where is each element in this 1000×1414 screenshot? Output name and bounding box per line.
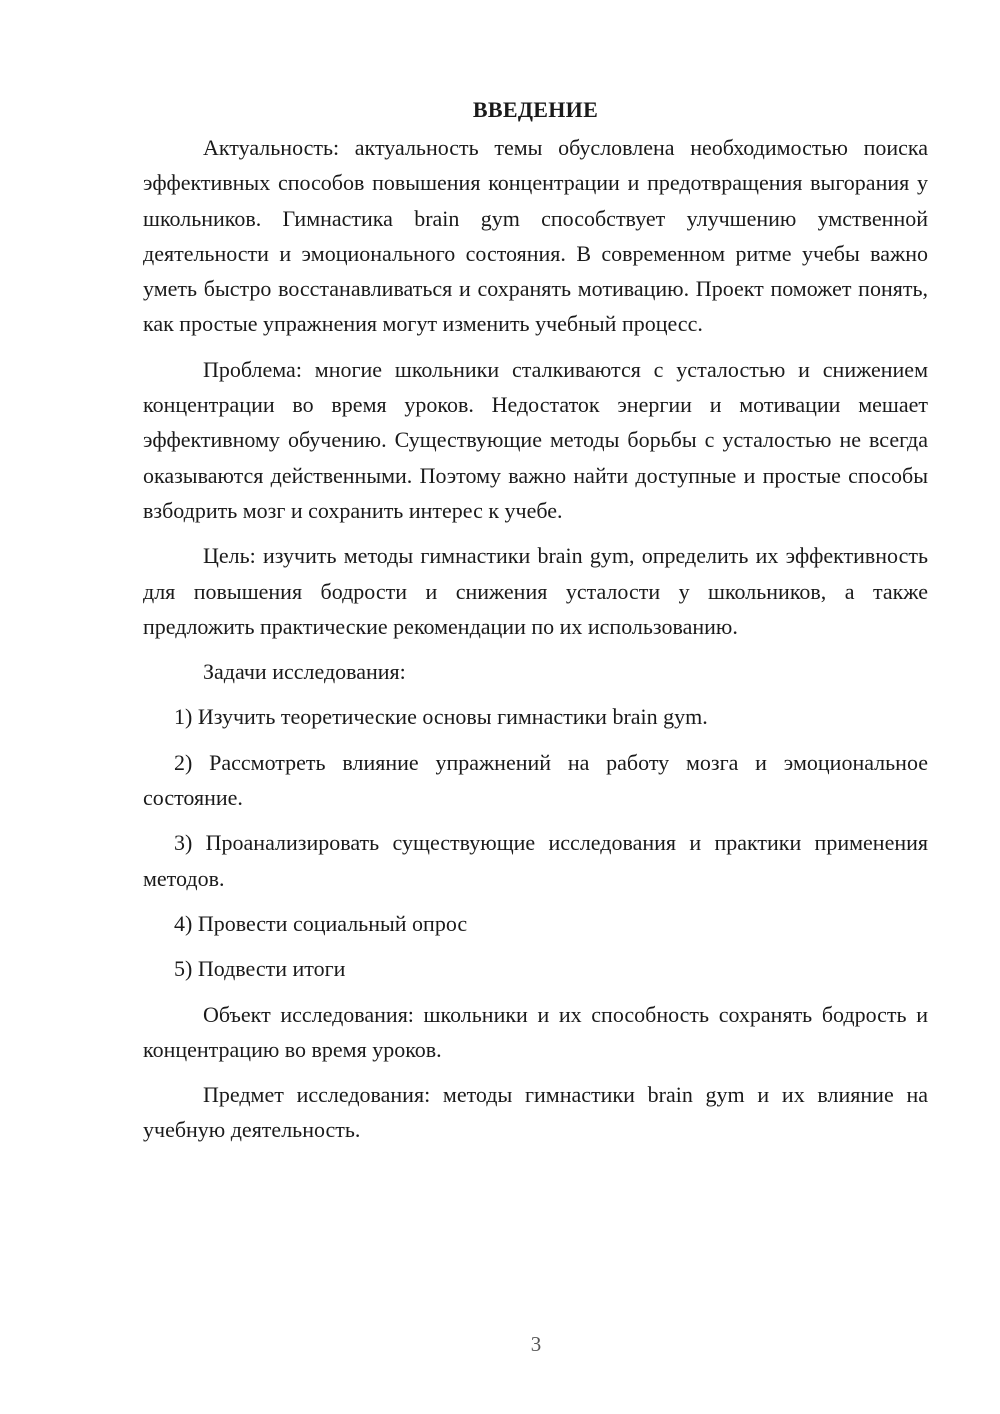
goal-paragraph: Цель: изучить методы гимнастики brain gym, определить их эффективность для повышения бодрости и снижения усталости у школьников, а также предложить практические рекомендации по их использованию. bbox=[143, 543, 928, 639]
task-item-2: 2) Рассмотреть влияние упражнений на работу мозга и эмоциональное состояние. bbox=[143, 749, 928, 811]
section-title: ВВЕДЕНИЕ bbox=[472, 97, 599, 122]
task-item-3: 3) Проанализировать существующие исследования и практики применения методов. bbox=[143, 830, 928, 891]
subject-paragraph: Предмет исследования: методы гимнастики brain gym и их влияние на учебную деятельность. bbox=[143, 1082, 928, 1143]
task-item-5: 5) Подвести итоги bbox=[174, 956, 346, 982]
task-item-4: 4) Провести социальный опрос bbox=[174, 910, 468, 936]
tasks-heading: Задачи исследования: bbox=[203, 659, 406, 685]
object-paragraph: Объект исследования: школьники и их способность сохранять бодрость и концентрацию во время уроков. bbox=[143, 1001, 928, 1062]
page-number: 3 bbox=[530, 1332, 542, 1356]
document-page bbox=[143, 92, 928, 1158]
relevance-paragraph: Актуальность: актуальность темы обусловлена необходимостью поиска эффективных способов повышения концентрации и предотвращения выгорания у школьников. Гимнастика brain gym способствует улучшению умственной деятельности и эмоционального состояния. В современном ритме учебы важно уметь быстро восстанавливаться и сохранять мотивацию. Проект поможет понять, как простые упражнения могут изменить учебный процесс. bbox=[143, 135, 928, 337]
task-item-1: 1) Изучить теоретические основы гимнастики brain gym. bbox=[174, 704, 708, 730]
problem-paragraph: Проблема: многие школьники сталкиваются с усталостью и снижением концентрации во время уроков. Недостаток энергии и мотивации мешает эффективному обучению. Существующие методы борьбы с усталостью не всегда оказываются действенными. Поэтому важно найти доступные и простые способы взбодрить мозг и сохранить интерес к учебе. bbox=[143, 356, 928, 523]
